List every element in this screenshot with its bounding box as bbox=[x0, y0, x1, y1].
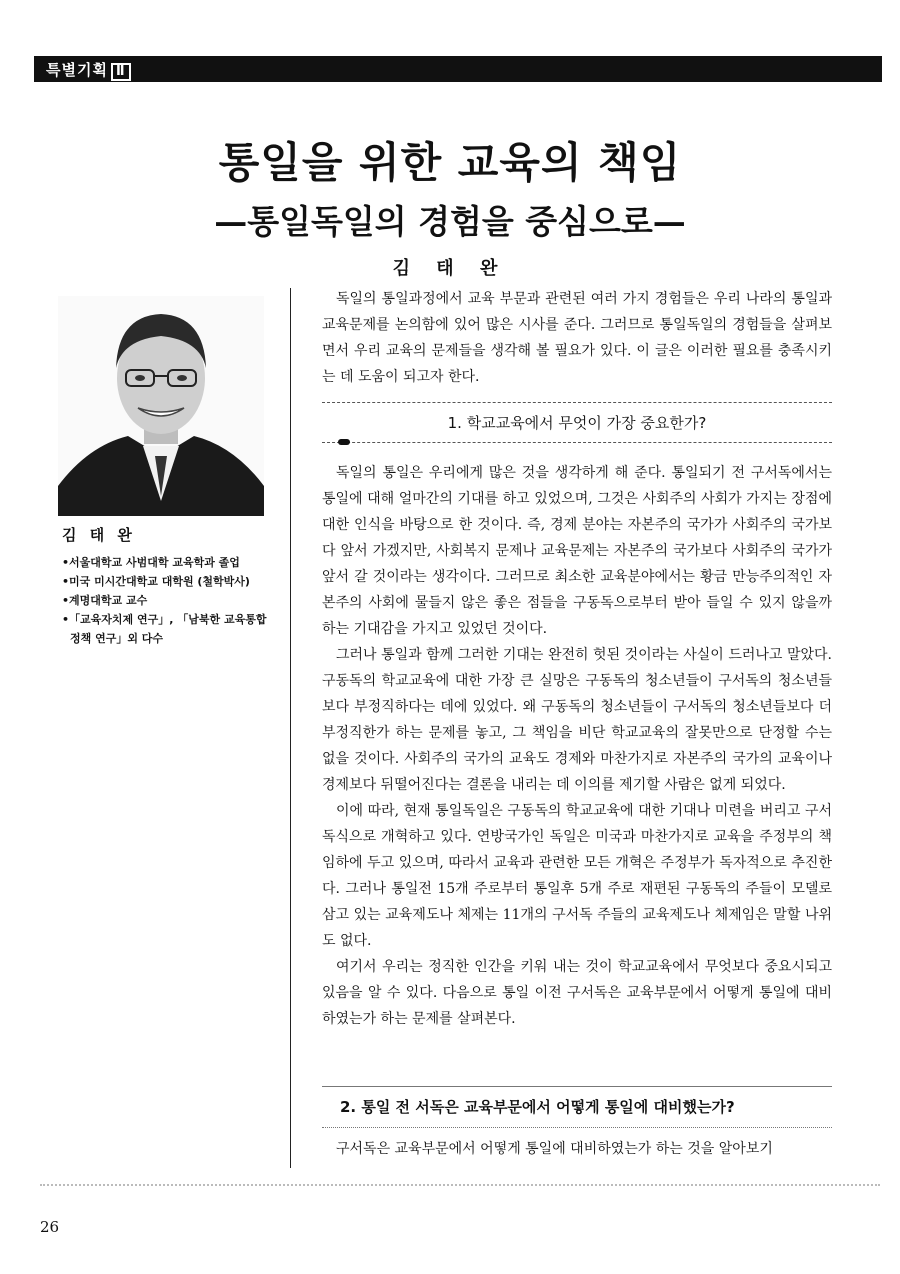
section2-heading: 2. 통일 전 서독은 교육부문에서 어떻게 통일에 대비했는가? bbox=[340, 1098, 735, 1116]
author-byline: 김 태 완 bbox=[392, 258, 508, 279]
section2-body bbox=[322, 1136, 832, 1162]
body-paragraph: 여기서 우리는 정직한 인간을 키워 내는 것이 학교교육에서 무엇보다 중요시되고 있음을 알 수 있다. 다음으로 통일 이전 구서독은 교육부문에서 어떻게 통일에 대비하였는가 하는 문제를 살펴본다. bbox=[322, 959, 832, 1027]
section1-heading-box bbox=[322, 402, 832, 444]
author-photo bbox=[58, 296, 264, 516]
body-paragraph: 이에 따라, 현재 통일독일은 구동독의 학교교육에 대한 기대나 미련을 버리고 구서독식으로 개혁하고 있다. 연방국가인 독일은 미국과 마찬가지로 교육을 주정부의 책임하에 두고 있으며, 따라서 교육과 관련한 모든 개혁은 주정부가 독자적으로 추진한다. 그러나 통일전 15개 주로부터 통일후 5개 주로 재편된 구동독의 주들이 모델로 삼고 있는 교육제도나 체제는 11개의 구서독 주들의 교육제도나 체제임은 말할 나위도 없다. bbox=[322, 803, 832, 949]
heading-bullet-mark bbox=[338, 439, 350, 445]
body-paragraph: 그러나 통일과 함께 그러한 기대는 완전히 헛된 것이라는 사실이 드러나고 말았다. 구동독의 학교교육에 대한 가장 큰 실망은 구동독의 청소년들이 구서독의 청소년들보다 부정직하다는 데에 있었다. 왜 구동독의 청소년들이 구서독의 청소년들보다 더 부정직한가 하는 문제를 놓고, 그 책임을 비단 학교교육의 잘못만으로 단정할 수는 없을 것이다. 사회주의 국가의 교육도 경제와 마찬가지로 자본주의 국가의 교육이나 경제보다 뒤떨어진다는 결론을 내리는 데 이의를 제기할 사람은 없게 되었다. bbox=[322, 647, 832, 793]
body-paragraph: 독일의 통일은 우리에게 많은 것을 생각하게 해 준다. 통일되기 전 구서독에서는 통일에 대해 얼마간의 기대를 하고 있었으며, 그것은 사회주의 사회가 가지는 장점에 대한 인식을 바탕으로 한 것이다. 즉, 경제 분야는 자본주의 국가가 사회주의 국가보다 앞서 가겠지만, 사회복지 문제나 교육문제는 자본주의 국가보다 사회주의 국가가 앞서 갈 것이라는 생각이다. 그러므로 최소한 교육분야에서는 황금 만능주의적인 자본주의 사회에 물들지 않은 좋은 점들을 구동독으로부터 받아 들일 수 있지 않을까 하는 기대감을 가지고 있었던 것이다. bbox=[322, 465, 832, 637]
profile-name: 김 태 완 bbox=[62, 526, 136, 544]
scan-noise-line bbox=[40, 1184, 880, 1190]
banner-text: 특별기획 bbox=[46, 61, 108, 79]
section-banner bbox=[34, 56, 882, 82]
profile-item: •계명대학교 교수 bbox=[62, 594, 148, 607]
section1-body bbox=[322, 460, 832, 1032]
heading-rule-bottom bbox=[322, 442, 832, 443]
body-paragraph: 구서독은 교육부문에서 어떻게 통일에 대비하였는가 하는 것을 알아보기 bbox=[336, 1141, 773, 1157]
article-subtitle: —통일독일의 경험을 중심으로— bbox=[214, 202, 686, 241]
author-portrait-image bbox=[58, 296, 264, 516]
intro-paragraph: 독일의 통일과정에서 교육 부문과 관련된 여러 가지 경험들은 우리 나라의 통일과 교육문제를 논의함에 있어 많은 시사를 준다. 그러므로 통일독일의 경험들을 살펴보면서 우리 교육의 문제들을 생각해 볼 필요가 있다. 이 글은 이러한 필요를 충족시키는 데 도움이 되고자 한다. bbox=[322, 291, 832, 385]
section2-heading-box bbox=[322, 1086, 832, 1128]
profile-list bbox=[62, 553, 280, 648]
column-divider bbox=[290, 288, 291, 1168]
section1-heading: 1. 학교교육에서 무엇이 가장 중요한가? bbox=[447, 414, 707, 432]
profile-item: •「교육자치제 연구」, 「남북한 교육통합 정책 연구」외 다수 bbox=[62, 613, 267, 645]
profile-item: •서울대학교 사범대학 교육학과 졸업 bbox=[62, 556, 240, 569]
banner-label bbox=[46, 59, 131, 81]
intro-block bbox=[322, 286, 832, 390]
heading-rule-top bbox=[322, 402, 832, 403]
profile-item: •미국 미시간대학교 대학원 (철학박사) bbox=[62, 575, 250, 588]
banner-number: Ⅱ bbox=[111, 63, 131, 81]
author-profile bbox=[62, 524, 280, 648]
page-number: 26 bbox=[40, 1218, 60, 1236]
article-title: 통일을 위한 교육의 책임 bbox=[218, 138, 682, 187]
